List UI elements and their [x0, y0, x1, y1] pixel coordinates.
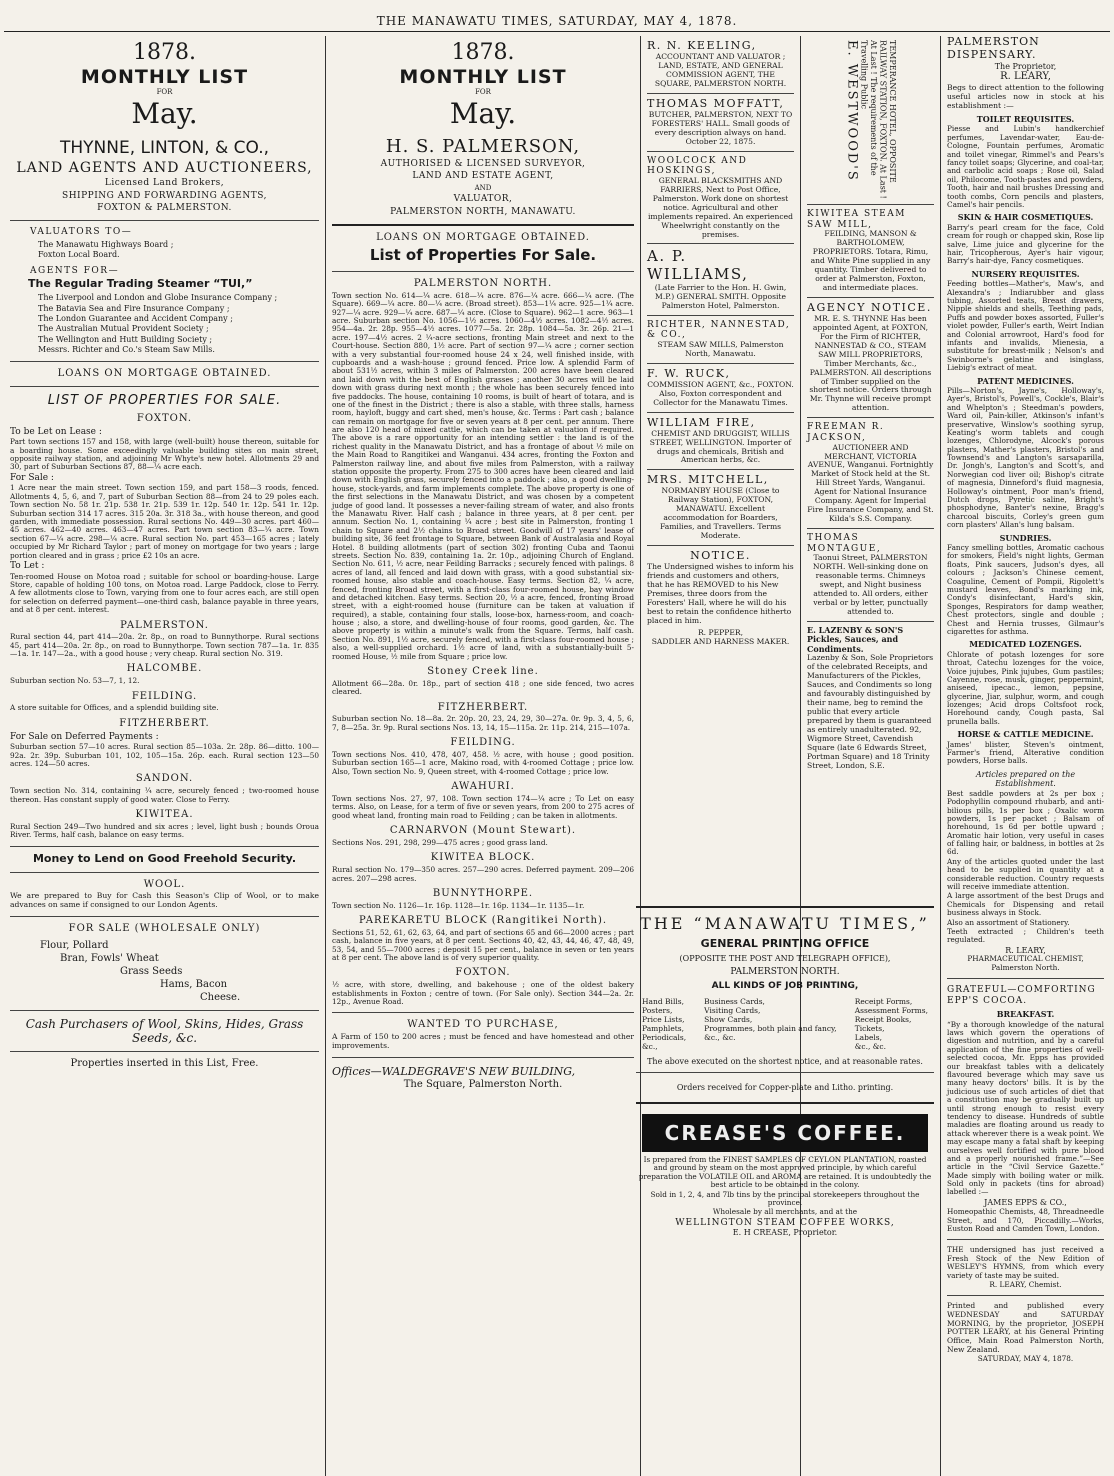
list-item: Labels, — [854, 1033, 883, 1042]
times-title: THE “MANAWATU TIMES,” — [640, 914, 930, 933]
toilet-text: Piesse and Lubin's handkerchief perfumes, Lavendar-water, Eau-de-Cologne, Fountain perfumes, Aromatic and toilet vinegar, Rimmel's and Pears's fancy toilet soaps; Glycerine, and coal-tar, and carbolic acid soaps ; Rose oil, Salad oil, Philocome, Tooth-pastes and powders, Tooth, hair and nail brushes Dressing and tooth combs, Corn pencils and plasters, Camel's hair pencils. — [947, 124, 1104, 209]
ad-text: CHEMIST AND DRUGGIST, WILLIS STREET, WELLINGTON. Importer of drugs and chemicals, British and American herbs, &c. — [649, 428, 792, 465]
teeth-text: Teeth extracted ; Children's teeth regulated. — [947, 927, 1104, 945]
ad-title: E. WESTWOOD'S — [844, 40, 860, 182]
times-printing-office-ad — [636, 900, 934, 1237]
list-item: Periodicals, — [642, 1033, 687, 1042]
loans-heading: LOANS ON MORTGAGE OBTAINED. — [376, 231, 590, 243]
ad-mitchell — [647, 470, 794, 546]
ad-montague — [807, 529, 934, 622]
ad-title: THOMAS MONTAGUE, — [807, 533, 882, 554]
awahuri-text: Town sections Nos. 27, 97, 108. Town section 174—¼ acre ; To Let on easy terms. Also, on Lease, for a term of five or seven years, from 200 to 275 acres of good wheat land, fronting main road to Feilding ; can be taken in allotments. — [332, 793, 634, 820]
job-printing-list — [642, 997, 928, 1051]
ad-title: F. W. RUCK, — [647, 366, 731, 380]
feilding-text: A store suitable for Offices, and a splendid building site. — [10, 703, 219, 713]
list-item: Receipt Books, — [854, 1015, 912, 1024]
ad-agency — [807, 298, 934, 418]
masthead: THE MANAWATU TIMES, SATURDAY, MAY 4, 1878. — [4, 14, 1110, 32]
section-parekaretu: PAREKARETU BLOCK (Rangitikei North). — [358, 915, 608, 927]
list-item: Grass Seeds — [120, 966, 183, 978]
place: PALMERSTON NORTH, MANAWATU. — [390, 206, 576, 217]
section-kiwitea: KIWITEA. — [135, 809, 194, 820]
palmerston-text: Rural section 44, part 414—20a. 2r. 8p., on road to Bunnythorpe. Rural sections 45, part 414—20a. 2r. 8p., on road to Bunnythorpe. Town section 787—1a. 1r. 835—1a. 1r. 147—2a., with a good house ; very cheap. Rural section No. 319. — [10, 632, 319, 659]
ad-kiwitea-mill — [807, 205, 934, 298]
creases-coffee-banner: CREASE'S COFFEE. — [642, 1114, 928, 1152]
valuator: VALUATOR, — [453, 194, 513, 205]
coffee-wholesale: Wholesale by all merchants, and at the — [712, 1207, 858, 1217]
ad-text: MR. E. S. THYNNE Has been appointed Agent, at FOXTON, For the Firm of RICHTER, NANNESTAD & CO., STEAM SAW MILL PROPRIETORS, Timber Merchants, &c., PALMERSTON. All descriptions of Timber supplied on the shortest notice. Orders through Mr. Thynne will receive prompt attention. — [809, 313, 932, 413]
list-item: Flour, Pollard — [40, 940, 109, 952]
medicated-text: Chlorate of potash lozenges for sore throat, Catechu lozenges for the voice, Voice jujubes, Pink jujubes, Gum pastiles; Cayenne, rose, musk, ginger, peppermint, aniseed, ipecac., lemon, pepsine, glycerine, Jiar, sulphur, worm, and cough lozenges; Acid drops Coltsfoot rock, Horehound candy, Cough pasta, Sal prunella balls. — [947, 649, 1104, 726]
list-item: The Batavia Sea and Fire Insurance Company ; — [38, 303, 230, 313]
skin-text: Barry's pearl cream for the face, Cold cream for rough or chapped skin, Rose lip salve, Lime juice and glycerine for the hair, Tricopherous, Ayer's hair vigour, Barry's hair-dye, Fancy cosmetiques. — [947, 222, 1104, 266]
valuators-heading: VALUATORS TO— — [30, 227, 133, 238]
list-item: Business Cards, — [704, 997, 765, 1006]
list-item: Programmes, both plain and fancy, — [704, 1024, 837, 1033]
ad-title: THOMAS MOFFATT, — [647, 96, 785, 110]
column-palmerson — [326, 36, 641, 1476]
chemist: PHARMACEUTICAL CHEMIST, Palmerston North. — [967, 954, 1084, 972]
feilding-text: Town sections Nos. 410, 478, 407, 458. ½ acre, with house ; good position. Suburban section 165—1 acre, Makino road, with 4-roomed Cottage ; price low. Also, Town section No. 9, Queen street, with 4-roomed Cottage ; price low. — [332, 749, 634, 776]
for-label: FOR — [475, 88, 491, 97]
ad-text: TEMPERANCE HOTEL, OPPOSITE RAILWAY STATION, FOXTON. At Last ! At Last ! The requirements of the Travelling Public — [859, 40, 898, 199]
list-item: Foxton Local Board. — [38, 250, 120, 260]
breakfast-heading: BREAKFAST. — [996, 1009, 1055, 1020]
all-kinds: ALL KINDS OF JOB PRINTING, — [711, 981, 859, 991]
monthly-list-title: MONTHLY LIST — [399, 65, 567, 88]
list-item: Tickets, — [854, 1024, 885, 1033]
section-feilding: FEILDING. — [131, 690, 198, 702]
section-fitzherbert: FITZHERBERT. — [437, 701, 529, 713]
section-feilding: FEILDING. — [450, 737, 516, 749]
loans-heading: LOANS ON MORTGAGE OBTAINED. — [57, 367, 272, 379]
ad-title: R. N. KEELING, — [647, 39, 757, 52]
list-item: Hand Bills, — [642, 997, 684, 1006]
ad-notice — [647, 546, 794, 651]
month-title: May. — [131, 96, 198, 130]
ad-richter — [647, 316, 794, 364]
carnarvon-text: Sections Nos. 291, 298, 299—475 acres ; good grass land. — [332, 837, 548, 847]
parekaretu-text: Sections 51, 52, 61, 62, 63, 64, and part of sections 65 and 66—2000 acres ; part cash, balance in five years, at 8 per cent. Sections 40, 42, 43, 44, 46, 47, 48, 49, 53, 54, and 55—7000 acres ; deposit 15 per cent., balance in seven or ten years at 8 per cent. The above land is of very superior quality. — [332, 927, 634, 963]
kiwitea-text: Rural Section 249—Two hundred and six acres ; level, light bush ; bounds Oroua River. Terms, half cash, balance on easy terms. — [10, 821, 319, 840]
ad-text: COMMISSION AGENT, &c., FOXTON. Also, Foxton correspondent and Collector for the Manawatu Times. — [647, 379, 794, 407]
wholesale-heading: FOR SALE (WHOLESALE ONLY) — [68, 923, 261, 935]
list-item: &c., &c. — [854, 1042, 886, 1051]
list-item: Receipt Forms, — [854, 997, 913, 1006]
executed-note: The above executed on the shortest notice, and at reasonable rates. — [647, 1057, 923, 1066]
list-item: The Wellington and Hutt Building Society ; — [38, 334, 213, 344]
wanted-heading: WANTED TO PURCHASE, — [407, 1019, 559, 1031]
proprietor: The Proprietor, — [994, 61, 1057, 71]
patent-text: Pills—Norton's, Jayne's, Holloway's, Ayer's, Bristol's, Powell's, Cockle's, Blair's and Whelpton's ; Steedman's powders, Ward oil, Pain-killer, Atkinson's infant's preservative, Winslow's soothing syrup, Keating's worm tablets and cough lozenges, Chlorodyne, Alcock's porous plasters, Mather's plasters, Bristol's and Townsend's and Langton's sarsaparilla, Dr. Jongh's, Langton's and Scott's, and Norwegian cod liver oil; Bishop's citrate of magnesia, Dinneford's fluid magnesia, Holloway's ointment, Poor man's friend, Dutch drops, Pyretic saline, Bright's phosphodyne, Banter's nexine, Bragg's charcoal biscuits, Corley's green gum corn plasters' Allan's lung balsam. — [947, 385, 1104, 530]
opposite: (OPPOSITE THE POST AND TELEGRAPH OFFICE), — [679, 954, 891, 963]
to-let-heading: To Let : — [10, 560, 45, 571]
section-bunnythorpe: BUNNYTHORPE. — [432, 887, 534, 899]
sundries-text: Fancy smelling bottles, Aromatic cachous for smokers, Field's night lights, German floats, Pink saucers, Judson's dyes, all colours ; Jackson's Chinese cement, Coaguline, Cement of Pompii, Rigolett's mustard leaves, Bond's marking ink, Condy's disinfectant, Hard's skin, Sponges, Respirators for damp weather, Chest protectors, single and double ; Chest and Hernia trusses, Gilmaur's cigarettes for asthma. — [947, 543, 1104, 636]
column-thynne-linton — [4, 36, 326, 1476]
wool-heading: WOOL. — [143, 878, 186, 890]
ad-text: (Late Farrier to the Hon. H. Gwin, M.P.) GENERAL SMITH. Opposite Palmerston Hotel, Palmerston. — [654, 282, 787, 310]
dispensary-title: PALMERSTON DISPENSARY. — [947, 36, 1040, 61]
list-item: Bran, Fowls' Wheat — [60, 953, 159, 965]
halcombe-text: Suburban section No. 53—7, 1, 12. — [10, 676, 140, 686]
ad-moffatt — [647, 94, 794, 152]
foxton-text: ½ acre, with store, dwelling, and bakehouse ; one of the oldest bakery establishments in Foxton ; centre of town. (For Sale only). Section 344—2a. 2r. 12p., Avenue Road. — [332, 980, 634, 1007]
intro: Begs to direct attention to the following useful articles now in stock at his establishment :— — [947, 83, 1104, 111]
section-halcombe: HALCOMBE. — [126, 663, 203, 675]
ad-title: A. P. WILLIAMS, — [647, 247, 749, 284]
bunny-text: Town section No. 1126—1r. 16p. 1128—1r. 16p. 1134—1r. 1135—1r. — [332, 900, 585, 910]
articles-heading: Articles prepared on the Establishment. — [975, 769, 1076, 789]
signature: R. PEPPER, — [697, 627, 744, 637]
ad-text: ACCOUNTANT AND VALUATOR ; LAND, ESTATE, AND GENERAL COMMISSION AGENT, THE SQUARE, PALMERSTON NORTH. — [654, 51, 787, 88]
ad-ruck — [647, 364, 794, 413]
column-dispensary — [941, 36, 1110, 1476]
stoney-text: Allotment 66—28a. 0r. 18p., part of section 418 ; one side fenced, two acres cleared. — [332, 678, 634, 697]
section-palmerston: PALMERSTON. — [120, 619, 209, 631]
medicated-heading: MEDICATED LOZENGES. — [969, 639, 1082, 650]
list-item: The Manawatu Highways Board ; — [38, 239, 174, 249]
ad-jackson — [807, 418, 934, 529]
list-item: The London Guarantee and Accident Company ; — [38, 313, 233, 323]
authorised: AUTHORISED & LICENSED SURVEYOR, — [380, 158, 586, 169]
licensed: Licensed Land Brokers, — [104, 178, 225, 189]
horse-text: James' blister, Steven's ointment, Farmer's friend, Alterative condition powders, Horse balls. — [947, 739, 1104, 766]
list-item: Cheese. — [200, 992, 241, 1004]
sandon-text: Town section No. 314, containing ¼ acre, securely fenced ; two-roomed house thereon. Has constant supply of good water. Close to Ferry. — [10, 786, 319, 804]
month-title: May. — [449, 96, 517, 130]
palmerston-north: PALMERSTON NORTH. — [730, 967, 840, 977]
coffee-works: WELLINGTON STEAM COFFEE WORKS, — [675, 1217, 895, 1228]
epps-title: GRATEFUL—COMFORTING EPP'S COCOA. — [947, 985, 1096, 1006]
coffee-text: Is prepared from the FINEST SAMPLES OF CEYLON PLANTATION, roasted and ground by steam on the most approved principle, by which careful preparation the VOLATILE OIL and AROMA are retained. It is undoubtedly the best article to be obtained in the colony. — [638, 1155, 932, 1190]
articles-text: Best saddle powders at 2s per box ; Podophyllin compound rhubarb, and anti-bilious pills, 1s per box ; Oxalic worm powders, 1s per packet ; Balsam of horehound, 1s 6d per bottle upward ; Aromatic hair lotion, very useful in cases of falling hair, or baldness, in bottles at 2s 6d. — [947, 788, 1104, 857]
fitz-text: Suburban section 57—10 acres. Rural section 85—103a. 2r. 28p. 86—ditto. 100—92a. 2r. 39p. Suburban 101, 102, 105—15a. 26p. each. Rural section 123—50 acres. 124—50 acres. — [10, 742, 319, 769]
coffee-proprietor: E. H CREASE, Proprietor. — [732, 1227, 838, 1237]
list-item: Price Lists, — [642, 1015, 685, 1024]
firm-profession: LAND AGENTS AND AUCTIONEERS, — [16, 159, 313, 176]
toilet-heading: TOILET REQUISITES. — [976, 114, 1075, 125]
epps-text: “By a thorough knowledge of the natural laws which govern the operations of digestion and nutrition, and by a careful application of the fine properties of well-selected cocoa, Mr. Epps has provided our breakfast tables with a delicately flavoured beverage which may save us many heavy doctors' bills. It is by the judicious use of such articles of diet that a constitution may be gradually built up until strong enough to resist every tendency to disease. Hundreds of subtle maladies are floating around us ready to attack wherever there is a weak point. We may escape many a fatal shaft by keeping ourselves well fortified with pure blood and a properly nourished frame.”—See article in the “Civil Service Gazette.” Made simply with boiling water or milk. Sold only in packets (tins for abroad) labelled :— — [947, 1019, 1104, 1197]
foxton-text: Part town sections 157 and 158, with large (well-built) house thereon, suitable for a boarding house. Some exceedingly valuable building sites on main street, opposite railway station, and adjoining Mr Whyte's new hotel. Allotments 29 and 30, part of Suburban Sections 87, 88—¼ acre each. — [10, 437, 319, 472]
nursery-heading: NURSERY REQUISITES. — [971, 268, 1080, 279]
let-text: Ten-roomed House on Motoa road ; suitable for school or boarding-house. Large Store, capable of holding 100 tons, on Motoa road. Large Paddock, close to Ferry. A few allotments close to Town, varying from one to four acres each, are still open for selection on deferred payment—one-third cash, balance payable in three years, and at 8 per cent. interest. — [10, 571, 319, 615]
tui-steamer: The Regular Trading Steamer “TUI,” — [28, 277, 253, 291]
places: FOXTON & PALMERSTON. — [97, 203, 232, 214]
agents-heading: AGENTS FOR— — [30, 265, 120, 276]
leary-signature: R. LEARY, — [1005, 945, 1046, 955]
ad-text: NORMANBY HOUSE (Close to Railway Station), FOXTON, MANAWATU. Excellent accommodation for Boarders, Families, and Travellers. Terms Moderate. — [659, 486, 782, 541]
ad-text: GENERAL BLACKSMITHS AND FARRIERS, Next to Post Office, Palmerston. Work done on shortest notice. Agricultural and other implements repaired. An experienced Wheelwright constantly on the premises. — [647, 175, 794, 239]
horse-heading: HORSE & CATTLE MEDICINE. — [957, 729, 1094, 740]
section-palmerston-north: PALMERSTON NORTH. — [413, 278, 553, 290]
offices: Offices—WALDEGRAVE'S NEW BUILDING, — [332, 1065, 576, 1079]
leary-chemist: R. LEARY, Chemist. — [989, 1280, 1062, 1290]
list-item: The Liverpool and London and Globe Insurance Company ; — [38, 293, 278, 303]
ad-text: FEILDING, MANSON & BARTHOLOMEW, PROPRIETORS. Totara, Rimu, and White Pine supplied in any quantity. Timber delivered to order at Palmerston, Foxton, and intermediate places. — [810, 229, 931, 292]
patent-heading: PATENT MEDICINES. — [977, 375, 1074, 386]
land-agent: LAND AND ESTATE AGENT, — [412, 171, 554, 182]
monthly-list-title: MONTHLY LIST — [80, 65, 249, 88]
list-item: &c., — [642, 1042, 658, 1051]
wanted-text: A Farm of 150 to 200 acres ; must be fenced and have homestead and other improvements. — [332, 1032, 634, 1051]
ad-title: AGENCY NOTICE. — [807, 300, 932, 314]
ad-lazenby — [807, 622, 934, 775]
year: 1878. — [133, 40, 196, 65]
list-properties-heading: LIST OF PROPERTIES FOR SALE. — [47, 392, 282, 408]
ad-text: STEAM SAW MILLS, Palmerston North, Manawatu. — [657, 339, 784, 358]
section-stoney-creek: Stoney Creek line. — [427, 666, 539, 678]
copper-plate-note: Orders received for Copper-plate and Litho. printing. — [676, 1083, 894, 1092]
kiwitea-text: Rural section No. 179—350 acres. 257—290 acres. Deferred payment. 209—206 acres. 207—298 acres. — [332, 865, 634, 883]
section-kiwitea: KIWITEA BLOCK. — [430, 852, 536, 864]
column-adverts-a — [641, 36, 801, 1476]
coffee-sold: Sold in 1, 2, 4, and 7lb tins by the principal storekeepers throughout the province. — [650, 1189, 920, 1207]
ad-woolcock — [647, 152, 794, 245]
section-awahuri: AWAHURI. — [451, 781, 515, 793]
section-carnarvon: CARNARVON (Mount Stewart). — [389, 825, 577, 837]
section-sandon: SANDON. — [135, 773, 194, 785]
square-address: The Square, Palmerston North. — [403, 1079, 563, 1091]
for-label: FOR — [156, 88, 173, 97]
cash-purchasers: Cash Purchasers of Wool, Skins, Hides, Grass Seeds, &c. — [25, 1017, 304, 1046]
james-epps-text: Homeopathic Chemists, 48, Threadneedle Street, and 170, Piccadilly.—Works, Euston Road and Camden Town, London. — [947, 1207, 1104, 1234]
section-foxton: FOXTON. — [136, 412, 193, 424]
list-item: Assessment Forms, — [854, 1006, 928, 1015]
and-label: AND — [474, 184, 492, 193]
ad-title: MRS. MITCHELL, — [647, 473, 769, 487]
ad-williams — [647, 244, 794, 315]
section-foxton: FOXTON. — [455, 967, 511, 979]
fitz-heading: For Sale on Deferred Payments : — [10, 731, 159, 742]
ad-text: BUTCHER, PALMERSTON, NEXT TO FORESTERS' HALL. Small goods of every description always on hand. October 22, 1875. — [648, 109, 793, 146]
list-item: Pamphlets, — [642, 1024, 685, 1033]
printing-office: GENERAL PRINTING OFFICE — [700, 937, 870, 950]
list-item: Visiting Cards, — [704, 1006, 761, 1015]
sale-text: 1 Acre near the main street. Town section 159, and part 158—3 roods, fenced. Allotments 4, 5, 6, and 7, part of Suburban Section 88—from 24 to 29 poles each. Town section No. 58 1r. 21p. 538 1r. 21p. 539 1r. 12p. 540 1r. 12p. 541 1r. 12p. Suburban section 314 17 acres. 315 20a. 3r. 318 3a., with house thereon, and good garden, with immediate possession. Rural sections No. 449—30 acres. part 460—45 acres. 462—40 acres. 463—47 acres. Part town section 83—¼ acre. Town section 67—¼ acre. 298—¼ acre. Rural section No. part 453—165 acres ; lately occupied by Mr Richard Taylor ; part of money on mortgage for two years ; large portion cleared and in grass ; price £2 10s an acre. — [10, 483, 319, 560]
printed-notice: Printed and published every WEDNESDAY and SATURDAY MORNING, by the proprietor, JOSEPH POTTER LEARY, at his General Printing Office, Main Road Palmerston North, New Zealand. — [947, 1301, 1104, 1354]
column-adverts-b — [801, 36, 941, 1476]
ad-keeling — [647, 36, 794, 94]
drugs-text: A large assortment of the best Drugs and Chemicals for Dispensing and retail business always in Stock. — [947, 891, 1104, 918]
ad-title: RICHTER, NANNESTAD, & CO., — [647, 319, 791, 341]
ad-title: WILLIAM FIRE, — [647, 415, 756, 429]
ad-text: The Undersigned wishes to inform his friends and customers and others, that he has REMOVED to his New Premises, three doors from the Foresters' Hall, where he will do his best to retain the confidence hitherto placed in him. — [647, 562, 794, 625]
list-item: The Australian Mutual Provident Society ; — [38, 324, 209, 334]
footer-date: SATURDAY, MAY 4, 1878. — [977, 1354, 1074, 1364]
stationery-text: Also an assortment of Stationery. — [947, 917, 1070, 927]
ad-westwood — [807, 36, 934, 205]
fitz-text: Suburban section No. 18—8a. 2r. 20p. 20, 23, 24, 29, 30—27a. 0r. 9p. 3, 4, 5, 6, 7, 8—25a. 3r. 9p. Rural sections Nos. 13, 14, 15—115a. 2r. 11p. 214, 215—107a. — [332, 714, 634, 732]
wool-text: We are prepared to Buy for Cash this Season's Clip of Wool, or to make advances on same if consigned to our London Agents. — [10, 891, 319, 910]
pn-text: Town section No. 614—¼ acre. 618—¼ acre. 876—¼ acre. 666—¼ acre. (The Square). 669—¼ acre. 80—¼ acre. (Broad street). 853—1¼ acre. 925—1¼ acre. 927—¼ acre. 929—¼ acre. 687—¼ acre. (Close to Square). 962—1 acre. 963—1 acre. Suburban section No. 1056—1½ acres. 1060—4½ acres. 1082—4½ acres. 954—4a. 2r. 28p. 955—4½ acres. 1077—5a. 2r. 28p. 1084—5a. 3r. 26p. 21—1 acre. 197—4½ acres. 2 ¼-acre sections, fronting Main street and next to the Court-house. Section 880, 1½ acre. Part of section 97—¼ acre ; corner section with a very substantial four-roomed house 24 x 24, well finished inside, with cupboards and a wash-house ; ground fenced. Price low. A splendid Farm of about 531½ acres, within 3 miles of Palmerston. 200 acres have been cleared and laid down with the best of English grasses ; another 30 acres will be laid down with grass during next month ; the whole has been securely fenced into five paddocks. The house, containing 10 rooms, is built of heart of totara, and is one of the finest in the District ; there is also a stable, with three stalls, harness room, hayloft, buggy and cart shed, men's house, &c. Terms : Part cash ; balance can remain on mortgage for five or seven years at 8 per cent. per annum. There are also 120 head of mixed cattle, which can be taken at valuation if required. The above is a rare opportunity for an intending settler : the land is of the richest quality in the Manawatu District, and has a frontage of about ½ mile on the Main Road to Rangitikei and Wanganui. 434 acres, fronting the Foxton and Palmerston railway line, and about five miles from Palmerston, with a railway station opposite the property. From 275 to 300 acres have been cleared and laid down with English grass, securely fenced into a paddock ; also, a good dwelling-house, stock-yards, and farm implements complete. The above property is one of the first selections in the Manawatu District, and was chosen by a competent judge of good land. It possesses a never-failing stream of water, and also fronts the Manawatu River. Half cash ; balance in three years, at 8 per cent. per annum. Section No. 1, containing ¼ acre ; best site in Palmerston, fronting 1 chain to Square and 2½ chains to Broad street. Goodwill of 17 years' lease of building site, 36 feet frontage to Square, between Bank of Australasia and Royal Hotel. 8 building allotments (part of section 302) fronting Cuba and Taonui streets. Section No. 839, containing 1a. 2r. 10p., adjoining Church of England. Section No. 611, ½ acre, near Feilding Barracks ; securely fenced with palings. 8 acres of land, all fenced and laid down with grass, with a good substantial six-roomed house, also stable and coach-house. Easy terms. Section 82, ¼ acre, fenced, fronting Broad street, with a first-class four-roomed house, bay window and detached kitchen. Easy terms. Section 20, ½ a acre, fenced, fronting Broad street, with a eight-roomed house (furniture can be taken at valuation if required), a stable, containing four stalls, loose-box, harness-room, and coach-house ; also, a store, and dwelling-house of four rooms, good garden, &c. The above property is within a minute's walk from the Square. Terms, half cash. Section No. 891, 1½ acre, securely fenced, with a first-class four-roomed house ; also, a well-supplied orchard. 1½ acre of land, with a substantially-built 5-roomed House, ½ mile from Square ; price low. — [332, 290, 634, 661]
properties-free: Properties inserted in this List, Free. — [70, 1058, 259, 1070]
ad-text: Lazenby & Son, Sole Proprietors of the celebrated Receipts, and Manufacturers of the Pickles, Sauces, and Condiments so long and favourably distinguished by their name, beg to remind the public that every article prepared by them is guaranteed as entirely unadulterated. 92, Wigmore Street, Cavendish Square (late 6 Edwards Street, Portman Square) and 18 Trinity Street, London, S.E. — [807, 653, 934, 770]
skin-heading: SKIN & HAIR COSMETIQUES. — [957, 212, 1094, 223]
ad-title: E. LAZENBY & SON'S Pickles, Sauces, and Condiments. — [807, 625, 904, 654]
shipping: SHIPPING AND FORWARDING AGENTS, — [62, 190, 267, 201]
section-fitzherbert: FITZHERBERT. — [119, 717, 210, 729]
ad-fire — [647, 413, 794, 471]
james-epps: JAMES EPPS & CO., — [984, 1197, 1067, 1207]
list-item: Messrs. Richter and Co.'s Steam Saw Mills. — [38, 345, 215, 355]
ad-title: FREEMAN R. JACKSON, — [807, 422, 885, 443]
anyof-text: Any of the articles quoted under the last head to be supplied in quantity at a considerable reduction. Country requests will receive immediate attention. — [947, 856, 1104, 892]
signature-sub: SADDLER AND HARNESS MAKER. — [651, 636, 790, 646]
nursery-text: Feeding bottles—Mather's, Maw's, and Alexandra's ; Indiarubber and glass tubing, Assorted teats, Breast drawers, Nipple shields and shells, Teething pads, Puffs and powder boxes assorted, Fuller's violet powder, Fuller's earth, Weirt Indian and Colonial arrowroot, Hard's food for infants and invalids, Mienesia, a substitute for breast-milk ; Nelson's and Swinborne's gelatine and isinglass, Liebig's extract of meat. — [947, 279, 1104, 373]
ad-title: WOOLCOCK AND HOSKINGS, — [647, 155, 748, 177]
firm-name: THYNNE, LINTON, & CO., — [59, 137, 270, 158]
year: 1878. — [451, 40, 515, 65]
leary-name: R. LEARY, — [1000, 71, 1051, 83]
for-sale-heading: For Sale : — [10, 472, 54, 483]
ad-title: NOTICE. — [690, 549, 751, 563]
wholesale-list — [40, 939, 319, 1004]
sundries-heading: SUNDRIES. — [999, 532, 1052, 543]
undersigned-text: THE undersigned has just received a Fresh Stock of the New Edition of WESLEY'S HYMNS, from which every variety of taste may be suited. — [947, 1245, 1104, 1280]
ad-title: KIWITEA STEAM SAW MILL, — [807, 209, 906, 230]
money-to-lend: Money to Lend on Good Freehold Security. — [32, 851, 297, 865]
surveyor-name: H. S. PALMERSON, — [385, 135, 581, 157]
list-item: Show Cards, — [704, 1015, 753, 1024]
list-item: &c., &c. — [704, 1033, 736, 1042]
let-lease-heading: To be Let on Lease : — [10, 426, 102, 437]
list-item: Hams, Bacon — [160, 979, 228, 991]
list-properties-heading: List of Properties For Sale. — [369, 246, 597, 265]
ad-text: Taonui Street, PALMERSTON NORTH. Well-sinking done on reasonable terms. Chimneys swept, and Night business attended to. All orders, either verbal or by letter, punctually attended to. — [812, 553, 929, 617]
ad-text: AUCTIONEER AND MERCHANT, VICTORIA AVENUE, Wanganui. Fortnightly Market of Stock held at the St. Hill Street Yards, Wanganui. Agent for National Insurance Company. Agent for Imperial Fire Insurance Company, and St. Kilda's S.S. Company. — [807, 442, 934, 524]
list-item: Posters, — [642, 1006, 673, 1015]
